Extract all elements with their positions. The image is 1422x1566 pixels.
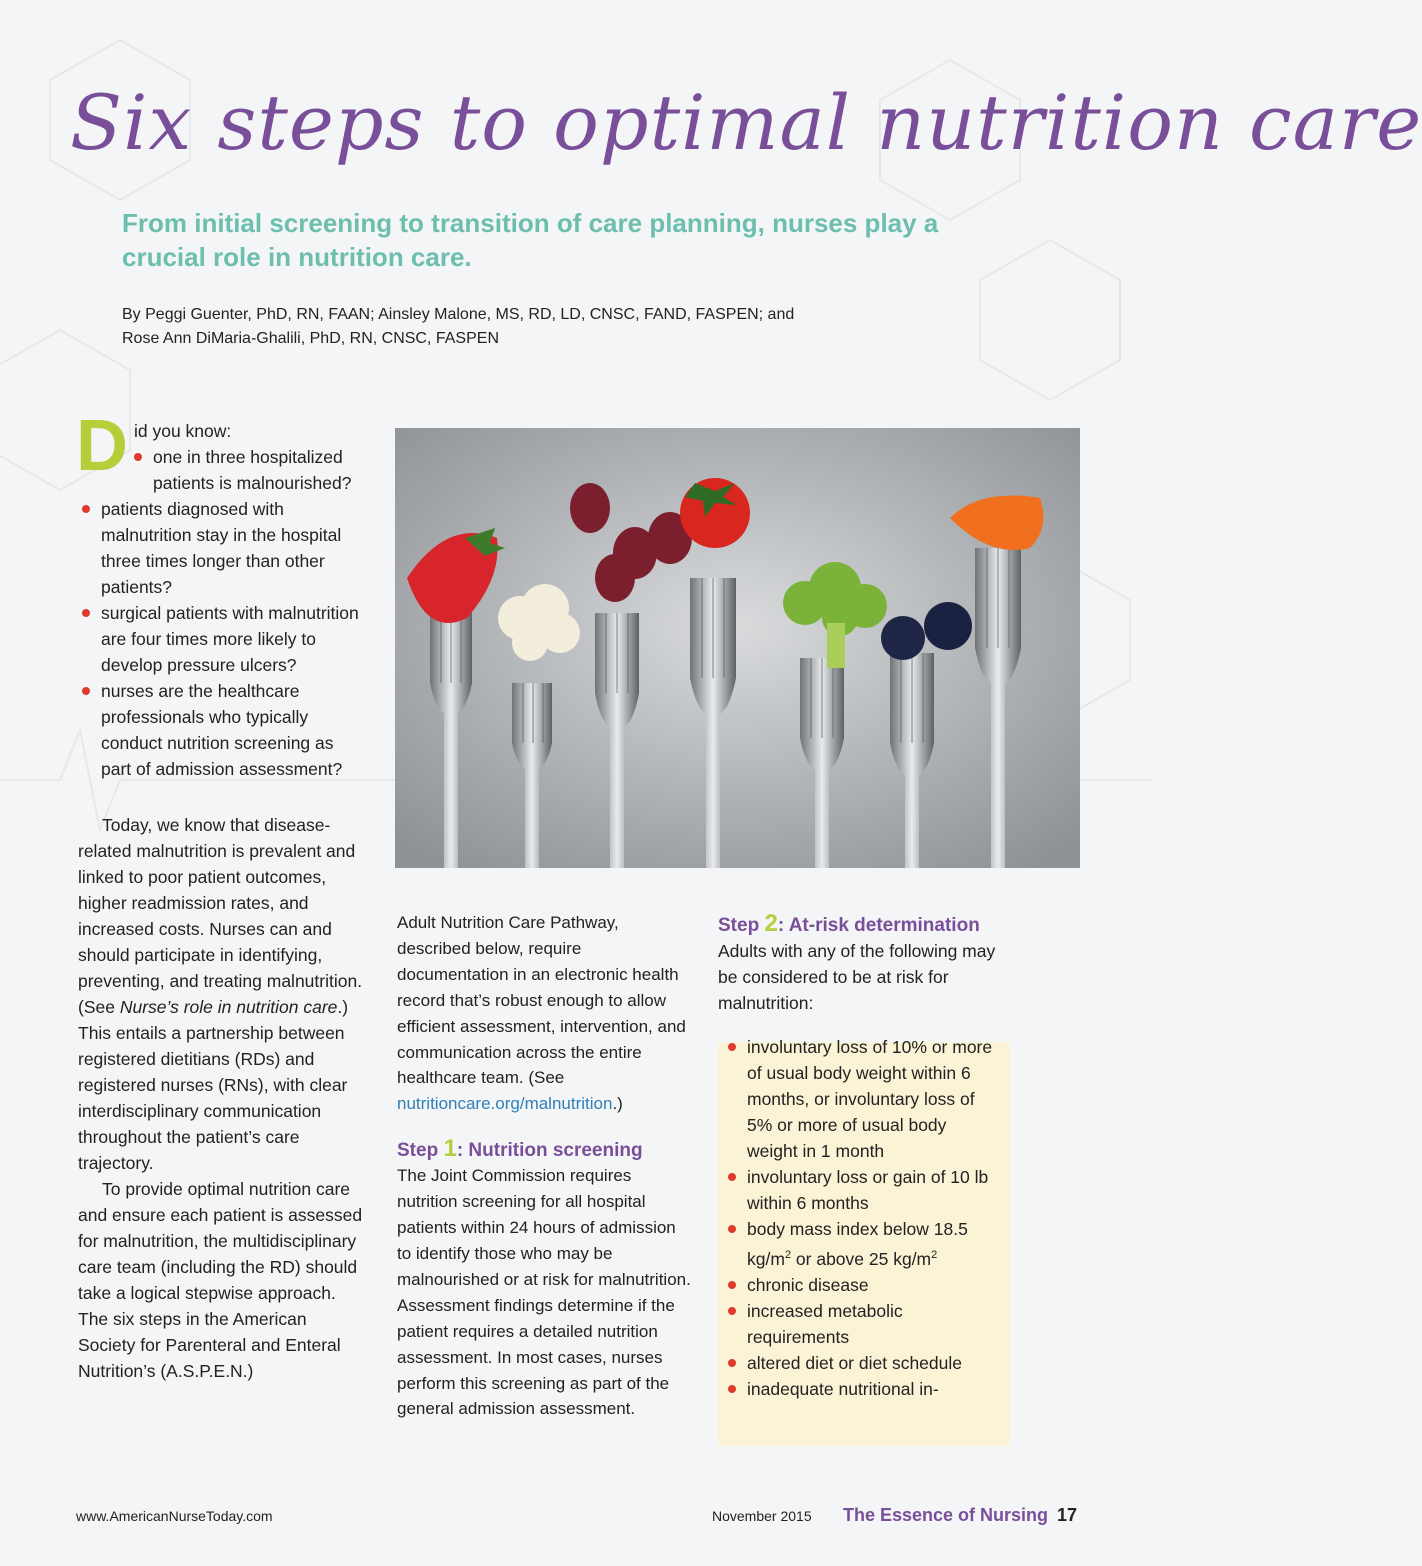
article-subtitle: From initial screening to transition of care planning, nurses play a crucial role in nutrition care. <box>122 208 939 272</box>
bmi-text-b: or above 25 kg/m <box>791 1248 932 1269</box>
paragraph-1 <box>78 812 368 1176</box>
paragraph-1-text-b: .) This entails a partnership between registered dietitians (RDs) and registered nurses (RNs), with clear interdisciplinary communication throughout the patient’s care trajectory. <box>78 997 349 1173</box>
forks-illustration <box>395 428 1080 868</box>
risk-factor-item: altered diet or diet schedule <box>724 1350 1000 1376</box>
sidebar-reference: Nurse’s role in nutrition care <box>119 997 338 1017</box>
byline-line-1: By Peggi Guenter, PhD, RN, FAAN; Ainsley Malone, MS, RD, LD, CNSC, FAND, FASPEN; and <box>122 306 795 323</box>
forks-with-produce-photo <box>395 428 1080 868</box>
risk-factor-item: involuntary loss of 10% or more of usual body weight within 6 months, or involuntary loss of 5% or more of usual body weight in 1 month <box>724 1034 1000 1164</box>
intro-bullet: one in three hospitalized patients is malnourished? <box>130 444 368 496</box>
risk-factor-item: inadequate nutritional in- <box>724 1376 1000 1402</box>
page-number: 17 <box>1057 1505 1078 1525</box>
step-1-text: The Joint Commission requires nutrition screening for all hospital patients within 24 hours of admission to identify those who may be malnourished or at risk for malnutrition. Assessment findings determine if the patient requires a detailed nutrition assessment. In most cases, nurses perform this screening as part of the general admission assessment. <box>397 1166 691 1419</box>
step-2-heading <box>718 912 1010 938</box>
column-1 <box>76 406 368 1384</box>
paragraph-3-text-b: .) <box>612 1094 623 1114</box>
intro-bullet: surgical patients with malnutrition are four times more likely to develop pressure ulcers? <box>78 600 368 678</box>
step-1-heading <box>397 1137 692 1163</box>
footer-magazine-name: The Essence of Nursing <box>843 1505 1049 1525</box>
risk-factor-item: involuntary loss or gain of 10 lb within 6 months <box>724 1164 1000 1216</box>
paragraph-2: To provide optimal nutrition care and ensure each patient is assessed for malnutrition, the multidisciplinary care team (including the RD) should take a logical stepwise approach. The six steps in the American Society for Parenteral and Enteral Nutrition’s (A.S.P.E.N.) <box>78 1179 363 1381</box>
column-3 <box>718 912 1010 1402</box>
bmi-superscript: 2 <box>931 1249 938 1261</box>
paragraph-1-text-a: Today, we know that disease-related malnutrition is prevalent and linked to poor patient outcomes, higher readmission rates, and increased costs. Nurses can and should participate in identifying, preventing, and treating malnutrition. (See <box>78 815 363 1017</box>
drop-cap: D <box>76 406 128 486</box>
step-1-number: 1 <box>443 1135 457 1163</box>
byline <box>122 303 1022 351</box>
step-1-label: Step <box>397 1140 444 1162</box>
footer-url[interactable]: www.AmericanNurseToday.com <box>76 1508 273 1524</box>
intro-bullet: nurses are the healthcare professionals who typically conduct nutrition screening as part of admission assessment? <box>78 678 368 782</box>
intro-bullet-list <box>78 444 368 782</box>
byline-line-2: Rose Ann DiMaria-Ghalili, PhD, RN, CNSC, FASPEN <box>122 330 499 347</box>
step-2-label: Step <box>718 915 765 936</box>
bmi-text-a: body mass index below 18.5 kg/m <box>747 1219 968 1269</box>
step-2-title: : At-risk determination <box>777 915 980 936</box>
risk-factor-item: chronic disease <box>724 1272 1000 1298</box>
step-2-intro: Adults with any of the following may be considered to be at risk for malnutrition: <box>718 941 996 1013</box>
risk-factor-item: increased metabolic requirements <box>724 1298 1000 1350</box>
step-1-title: : Nutrition screening <box>456 1140 643 1162</box>
footer-date: November 2015 <box>712 1508 812 1524</box>
column-2 <box>397 910 692 1422</box>
intro-lead: id you know: <box>134 421 232 441</box>
intro-bullet: patients diagnosed with malnutrition stay in the hospital three times longer than other patients? <box>78 496 368 600</box>
step-2-number: 2 <box>764 910 778 937</box>
article-title: Six steps to optimal nutrition care <box>70 78 1422 167</box>
risk-factor-item <box>724 1216 1000 1272</box>
paragraph-3-text-a: Adult Nutrition Care Pathway, described below, require documentation in an electronic health record that’s robust enough to allow efficient assessment, intervention, and communication across the entire healthcare team. (See <box>397 913 686 1088</box>
paragraph-3 <box>397 910 692 1117</box>
bmi-superscript: 2 <box>784 1249 792 1261</box>
nutritioncare-link[interactable]: nutritioncare.org/malnutrition <box>397 1094 613 1114</box>
risk-factor-list <box>718 1034 1010 1402</box>
